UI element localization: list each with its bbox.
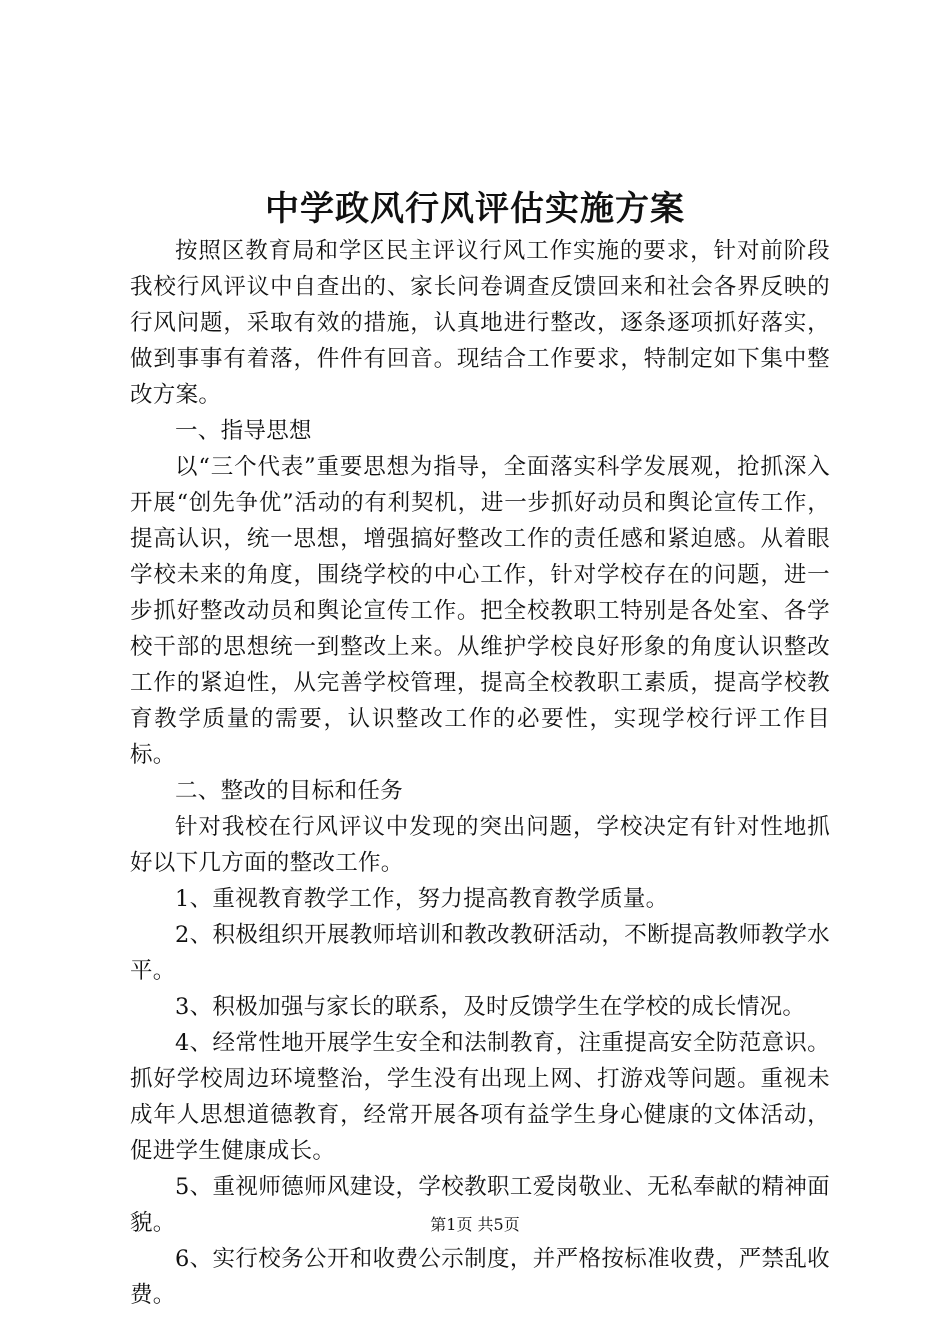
list-item-4: 4、经常性地开展学生安全和法制教育，注重提高安全防范意识。抓好学校周边环境整治，学生没有出现上网、打游戏等问题。重视未成年人思想道德教育，经常开展各项有益学生身心健康的文体活动，促进学生健康成长。	[130, 1030, 830, 1164]
list-item-3: 3、积极加强与家长的联系，及时反馈学生在学校的成长情况。	[175, 994, 806, 1020]
list-item-1: 1、重视教育教学工作，努力提高教育教学质量。	[175, 886, 669, 912]
document-body	[130, 233, 830, 1313]
list-item-5: 5、重视师德师风建设，学校教职工爱岗敬业、无私奉献的精神面貌。	[130, 1174, 830, 1236]
goals-intro-paragraph: 针对我校在行风评议中发现的突出问题，学校决定有针对性地抓好以下几方面的整改工作。	[130, 814, 830, 876]
intro-paragraph: 按照区教育局和学区民主评议行风工作实施的要求，针对前阶段我校行风评议中自查出的、家长问卷调查反馈回来和社会各界反映的行风问题，采取有效的措施，认真地进行整改，逐条逐项抓好落实，做到事事有着落，件件有回音。现结合工作要求，特制定如下集中整改方案。	[130, 238, 830, 408]
list-item-6: 6、实行校务公开和收费公示制度，并严格按标准收费，严禁乱收费。	[130, 1246, 830, 1308]
list-item-2: 2、积极组织开展教师培训和教改教研活动，不断提高教师教学水平。	[130, 922, 830, 984]
section-heading-guiding-ideology: 一、指导思想	[175, 418, 312, 444]
guiding-ideology-paragraph: 以“三个代表”重要思想为指导，全面落实科学发展观，抢抓深入开展“创先争优”活动的有利契机，进一步抓好动员和舆论宣传工作，提高认识，统一思想，增强搞好整改工作的责任感和紧迫感。从着眼学校未来的角度，围绕学校的中心工作，针对学校存在的问题，进一步抓好整改动员和舆论宣传工作。把全校教职工特别是各处室、各学校干部的思想统一到整改上来。从维护学校良好形象的角度认识整改工作的紧迫性，从完善学校管理，提高全校教职工素质，提高学校教育教学质量的需要，认识整改工作的必要性，实现学校行评工作目标。	[130, 454, 830, 768]
document-title: 中学政风行风评估实施方案	[265, 189, 685, 229]
section-heading-goals-and-tasks: 二、整改的目标和任务	[175, 778, 404, 804]
page-number-footer: 第1页 共5页	[430, 1215, 520, 1234]
